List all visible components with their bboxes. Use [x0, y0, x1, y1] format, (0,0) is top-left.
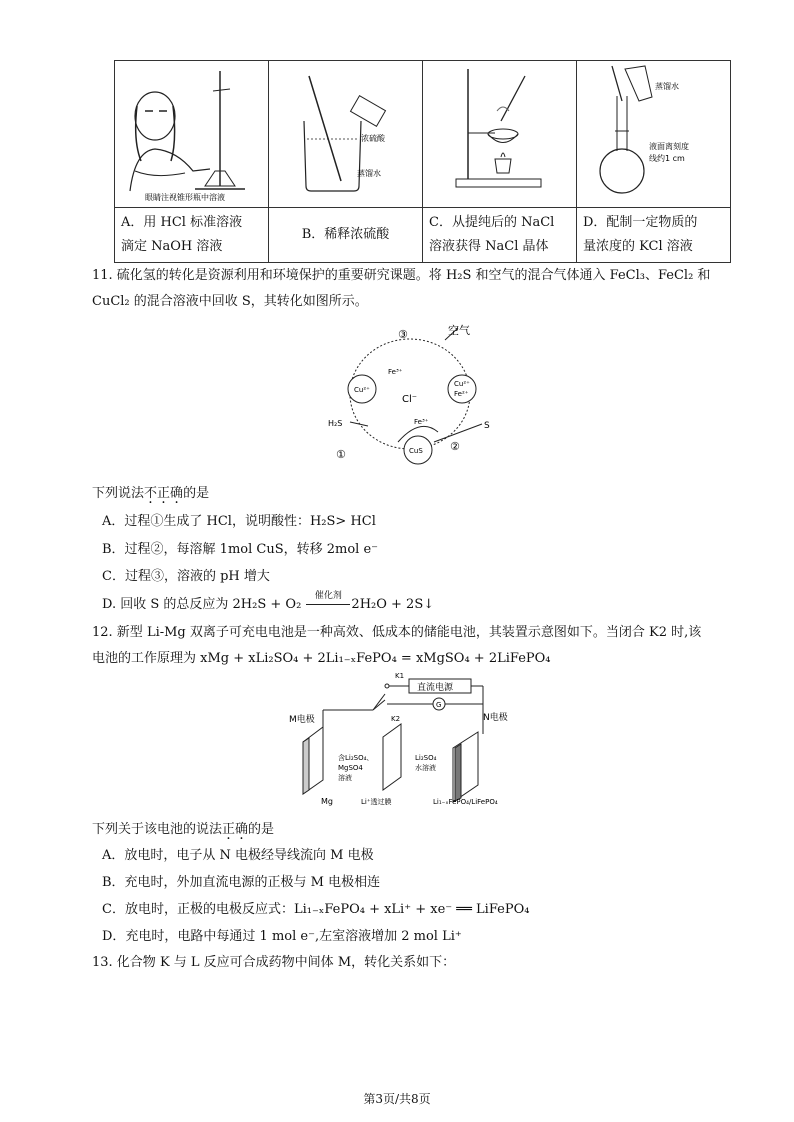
cell-d-line1: D．配制一定物质的 [583, 215, 698, 230]
image-cell-d [577, 61, 731, 208]
label-n-electrode: N电极 [483, 713, 508, 723]
label-sol2b: 水溶液 [415, 764, 436, 772]
label-fe3-mid: Fe³⁺ [414, 418, 429, 426]
label-mg: Mg [321, 797, 333, 806]
q11-stem-post: 的是 [183, 486, 210, 501]
q11-stem-pre: 下列说法 [92, 486, 145, 501]
q11-stem [92, 484, 209, 504]
q12-stem [92, 820, 274, 840]
label-distilled-water: 蒸馏水 [655, 82, 679, 91]
label-k1: K1 [395, 672, 405, 680]
q12-stem-post: 的是 [248, 822, 275, 837]
cell-c-line1: C．从提纯后的 NaCl [429, 215, 555, 230]
step-3: ③ [398, 328, 408, 341]
label-fe3-top: Fe³⁺ [388, 368, 403, 376]
h2s-cycle-diagram [320, 322, 500, 467]
q11-line1: 11. 硫化氢的转化是资源利用和环境保护的重要研究课题。将 H₂S 和空气的混合气体通入 FeCl₃、FeCl₂ 和 [92, 268, 711, 283]
q11-line2: CuCl₂ 的混合溶液中回收 S，其转化如图所示。 [92, 294, 368, 309]
q11-stem-em2: 正 [157, 486, 171, 501]
q12-line1: 12. 新型 Li-Mg 双离子可充电电池是一种高效、低成本的储能电池，其装置示意图如下。当闭合 K2 时,该 [92, 625, 702, 640]
label-n-material: Li₁₋ₓFePO₄/LiFePO₄ [433, 798, 498, 806]
q11-option-d-pre: D. 回收 S 的总反应为 2H₂S + O₂ [102, 597, 306, 612]
label-conc-acid: 浓硫酸 [361, 134, 385, 143]
q11-option-b[interactable]: B．过程②，每溶解 1mol CuS，转移 2mol e⁻ [102, 542, 379, 557]
label-cu2: Cu²⁺ [354, 386, 370, 394]
q12-option-d[interactable]: D．充电时，电路中每通过 1 mol e⁻,左室溶液增加 2 mol Li⁺ [102, 929, 462, 944]
cell-d-line2: 量浓度的 KCl 溶液 [583, 239, 693, 254]
label-s: S [484, 421, 490, 431]
image-cell-a [115, 61, 269, 208]
catalyst-label: 催化剂 [314, 591, 342, 601]
label-h2s: H₂S [328, 419, 343, 428]
label-power: 直流电源 [417, 683, 454, 693]
step-2: ② [450, 440, 460, 453]
label-level-2: 线约1 cm [649, 154, 685, 163]
label-sol1a: 含Li₂SO₄、 [338, 754, 374, 762]
q12-stem-em1: 正 [222, 822, 236, 837]
dilution-beaker-icon [269, 61, 410, 203]
label-cus: CuS [409, 447, 423, 455]
evaporation-dish-icon [423, 61, 564, 203]
label-cu-fe-b: Fe²⁺ [454, 390, 469, 398]
label-k2: K2 [391, 715, 401, 723]
q12-option-a[interactable]: A．放电时，电子从 N 电极经导线流向 M 电极 [102, 848, 374, 863]
image-cell-b [269, 61, 423, 208]
step-1: ① [336, 448, 346, 461]
option-cell-a [115, 208, 269, 263]
option-cell-c [423, 208, 577, 263]
cell-c-line2: 溶液获得 NaCl 晶体 [429, 239, 549, 254]
image-a-caption: 眼睛注视锥形瓶中溶液 [145, 193, 225, 202]
cell-a-line2: 滴定 NaOH 溶液 [121, 239, 223, 254]
cell-b-line1: B．稀释浓硫酸 [301, 227, 390, 242]
label-galvanometer: G [436, 701, 442, 709]
battery-diagram [283, 672, 533, 807]
cell-a-line1: A．用 HCl 标准溶液 [121, 215, 243, 230]
option-cell-b [269, 208, 423, 263]
image-cell-c [423, 61, 577, 208]
label-air: 空气 [448, 324, 470, 337]
option-cell-d [577, 208, 731, 263]
q11-option-a[interactable]: A．过程①生成了 HCl，说明酸性：H₂S> HCl [102, 514, 376, 529]
q11-option-d-post: 2H₂O + 2S↓ [351, 597, 435, 612]
q12-stem-pre: 下列关于该电池的说法 [92, 822, 223, 837]
q11-stem-em1: 不 [144, 486, 158, 501]
label-level-1: 液面离刻度 [649, 142, 689, 151]
q12-option-b[interactable]: B．充电时，外加直流电源的正极与 M 电极相连 [102, 875, 381, 890]
titration-scene-icon [115, 61, 256, 203]
q12-option-c[interactable]: C．放电时，正极的电极反应式：Li₁₋ₓFePO₄ + xLi⁺ + xe⁻ ══ LiFePO₄ [102, 902, 530, 917]
label-sol1c: 溶液 [338, 774, 352, 782]
label-cu-fe-a: Cu²⁺ [454, 380, 470, 388]
q12-line2: 电池的工作原理为 xMg + xLi₂SO₄ + 2Li₁₋ₓFePO₄ = xMgSO₄ + 2LiFePO₄ [92, 651, 551, 666]
label-membrane: Li⁺透过膜 [361, 798, 392, 806]
page-footer: 第3页/共8页 [363, 1092, 431, 1106]
q11-option-d[interactable] [102, 591, 435, 615]
q13-line1: 13. 化合物 K 与 L 反应可合成药物中间体 M，转化关系如下： [92, 955, 456, 970]
label-sol2a: Li₂SO₄ [415, 754, 437, 762]
label-cl: Cl⁻ [402, 394, 418, 405]
q11-stem-em3: 确 [170, 486, 184, 501]
apparatus-table [114, 60, 731, 263]
q11-option-c[interactable]: C．过程③，溶液的 pH 增大 [102, 569, 270, 584]
label-m-electrode: M电极 [289, 715, 315, 725]
label-sol1b: MgSO4 [338, 764, 363, 772]
label-water: 蒸馏水 [357, 169, 381, 178]
volumetric-flask-icon [577, 61, 718, 203]
q12-stem-em2: 确 [235, 822, 249, 837]
